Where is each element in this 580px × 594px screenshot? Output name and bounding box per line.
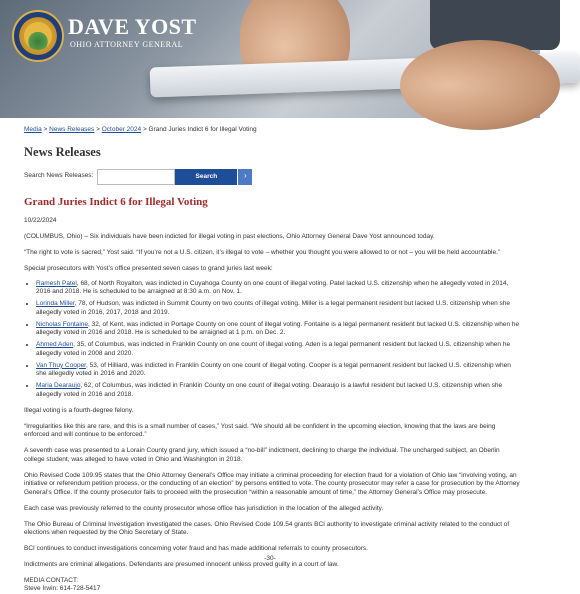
- search-label: Search News Releases:: [24, 172, 94, 180]
- chevron-right-icon[interactable]: ›: [238, 169, 252, 185]
- article-special: Special prosecutors with Yost’s office presented seven cases to grand juries last week:: [24, 264, 273, 272]
- case-text: , 62, of Columbus, was indicted in Franklin County on one count of illegal voting. Dearaujo is a lawful resident but lacked U.S. citizenship when she allegedly voted in 2016 and 2018.: [36, 382, 503, 398]
- search-bar: [24, 169, 520, 185]
- end-mark: -30-: [264, 555, 276, 562]
- breadcrumb-news-releases[interactable]: News Releases: [49, 126, 95, 133]
- list-item: [36, 321, 520, 339]
- hero-image-hand-2: [400, 40, 560, 130]
- article-quote-1: “The right to vote is sacred,” Yost said. “If you’re not a U.S. citizen, it’s illegal to vote – whether you thought you were allowed to or not – you will be held accountable.”: [24, 249, 501, 257]
- media-contact-person: Steve Irwin: 614-728-5417: [24, 585, 101, 593]
- article-felony: Illegal voting is a fourth-degree felony.: [24, 406, 134, 414]
- article-intro: (COLUMBUS, Ohio) – Six individuals have been indicted for illegal voting in past elections, Ohio Attorney General Dave Yost announced today.: [24, 233, 435, 241]
- breadcrumb-media[interactable]: Media: [24, 126, 42, 133]
- brand-name[interactable]: DAVE YOST: [68, 14, 197, 39]
- case-text: , 68, of North Royalton, was indicted in Cuyahoga County on one count of illegal voting. Patel lacked U.S. citizenship when he allegedly voted in 2014, 2016 and 2018. He is scheduled to be arraigned at 8:30 a.m. on Nov. 1.: [36, 279, 509, 296]
- media-contact: [24, 577, 520, 594]
- case-link[interactable]: Ramesh Patel: [36, 279, 77, 287]
- ohio-seal-inner: [24, 22, 52, 50]
- breadcrumb-current: Grand Juries Indict 6 for Illegal Voting: [148, 126, 257, 133]
- main-content: [24, 126, 520, 594]
- case-text: , 35, of Columbus, was indicted in Franklin County on one count of illegal voting. Aden is a legal permanent resident but lacked U.S. citizenship when he allegedly voted in 2008 and 2020.: [36, 341, 511, 357]
- breadcrumb-october-2024[interactable]: October 2024: [101, 126, 142, 133]
- case-text: , 78, of Hudson, was indicted in Summit County on two counts of illegal voting. Miller is a legal permanent resident but lacked U.S. citizenship when she allegedly voted in 2016, 2017, 2018 and 2019.: [36, 300, 511, 316]
- case-text: , 32, of Kent, was indicted in Portage County on one count of illegal voting. Fontaine is a legal permanent resident but lacked U.S. citizenship when he allegedly voted in 2016 and 2018. He is scheduled to be arraigned at 1 p.m. on Dec. 2.: [36, 320, 520, 337]
- breadcrumb: [24, 126, 520, 135]
- list-item: [36, 382, 520, 400]
- section-title: News Releases: [24, 144, 101, 159]
- list-item: [36, 300, 520, 318]
- article-continues: BCI continues to conduct investigations concerning voter fraud and has made additional referrals to county prosecutors.: [24, 545, 368, 553]
- case-link[interactable]: Ahmed Aden: [36, 341, 74, 349]
- article-bci: The Ohio Bureau of Criminal Investigation investigated the cases. Ohio Revised Code 109.54 grants BCI authority to investigate criminal activity related to the conduct of elections when requested by the Ohio Secretary of State.: [24, 520, 510, 537]
- media-contact-label: MEDIA CONTACT:: [24, 576, 79, 584]
- list-item: [36, 341, 520, 359]
- article-title: Grand Juries Indict 6 for Illegal Voting: [24, 195, 208, 208]
- article-seventh-case: A seventh case was presented to a Lorain County grand jury, which issued a “no-bill” indictment, declining to charge the individual. The uncharged subject, an Oberlin college student, was alleged to have voted in Ohio and Washington in 2018.: [24, 447, 500, 463]
- article-each-case: Each case was previously referred to the county prosecutor whose office has jurisdiction in the location of the alleged activity.: [24, 504, 384, 512]
- brand-subtitle: OHIO ATTORNEY GENERAL: [70, 40, 184, 49]
- article-orc: Ohio Revised Code 109.95 states that the Ohio Attorney General’s Office may initiate a criminal proceeding for election fraud for a violation of Ohio law “involving voting, an initiative or referendum petition process, or the conducting of an election” by persons entitled to vote. The county prosecutor may refer a case for prosecution by the Attorney General’s Office. If the county prosecutor fails to proceed with the prosecution “within a reasonable amount of time,” the Attorney General’s Office may prosecute.: [24, 471, 520, 497]
- case-link[interactable]: Lorinda Miller: [36, 300, 75, 308]
- case-list: [36, 280, 520, 400]
- case-link[interactable]: Nicholas Fontaine: [36, 320, 89, 328]
- search-button[interactable]: Search: [175, 169, 237, 185]
- list-item: [36, 362, 520, 380]
- case-link[interactable]: Van Thuy Cooper: [36, 361, 86, 369]
- article-date: 10/22/2024: [24, 217, 57, 225]
- hero-banner: [0, 0, 540, 118]
- case-link[interactable]: Maria Dearaujo: [36, 382, 81, 390]
- article-quote-2: “Irregularities like this are rare, and this is a small number of cases,” Yost said. “We should all be confident in the upcoming election, knowing that the laws are being enforced and will continue to be enforced.”: [24, 422, 496, 439]
- case-text: , 53, of Hilliard, was indicted in Franklin County on one count of illegal voting. Cooper is a legal permanent resident but lacked U.S. citizenship when she allegedly voted in 2016 and 2020.: [36, 361, 511, 378]
- breadcrumb-sep: >: [96, 126, 102, 133]
- list-item: [36, 280, 520, 298]
- search-input[interactable]: [97, 169, 175, 185]
- article-accusations: Indictments are criminal allegations. Defendants are presumed innocent unless proved guilty in a court of law.: [24, 560, 339, 568]
- breadcrumb-sep: >: [142, 126, 149, 133]
- breadcrumb-sep: >: [43, 126, 50, 133]
